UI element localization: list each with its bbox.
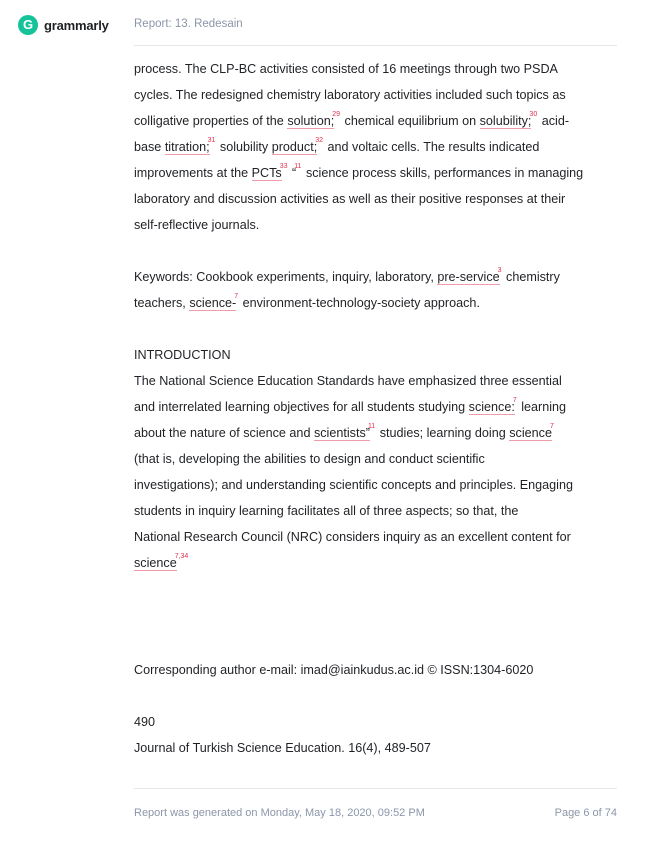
text-span: science process skills, performances in managing xyxy=(302,166,584,180)
text-span: learning xyxy=(517,400,567,414)
text-span: studies; learning doing xyxy=(376,426,510,440)
journal-page-number: 490 xyxy=(134,715,156,729)
text-span: chemistry xyxy=(502,270,560,284)
source-ref[interactable]: 30 xyxy=(529,110,538,118)
text-line: students in inquiry learning facilitates all of three aspects; so that, the xyxy=(134,504,519,518)
flagged-text[interactable]: science xyxy=(134,556,177,570)
text-span: solubility xyxy=(216,140,272,154)
logo-text: grammarly xyxy=(44,17,109,33)
text-line: The National Science Education Standards have emphasized three essential xyxy=(134,374,562,388)
report-title: Report: 13. Redesain xyxy=(134,18,243,30)
grammarly-g-icon: G xyxy=(18,15,38,35)
text-line xyxy=(134,160,624,186)
text-span: environment-technology-society approach. xyxy=(239,296,480,310)
source-ref[interactable]: 11 xyxy=(294,162,302,170)
source-ref[interactable]: 32 xyxy=(315,136,324,144)
journal-citation: Journal of Turkish Science Education. 16(4), 489-507 xyxy=(134,741,431,755)
source-ref[interactable]: 7 xyxy=(512,396,517,404)
text-line: laboratory and discussion activities as well as their positive responses at their xyxy=(134,192,566,206)
text-line xyxy=(134,108,624,134)
flagged-text[interactable]: titration; xyxy=(164,140,210,154)
text-span: and voltaic cells. The results indicated xyxy=(324,140,540,154)
text-span: acid- xyxy=(538,114,570,128)
source-ref[interactable]: 7,34 xyxy=(174,552,189,560)
text-line: (that is, developing the abilities to design and conduct scientific xyxy=(134,452,485,466)
flagged-text[interactable]: science- xyxy=(189,296,237,310)
text-span: and interrelated learning objectives for all students studying xyxy=(134,400,469,414)
flagged-text[interactable]: solubility; xyxy=(479,114,532,128)
text-line xyxy=(134,550,624,576)
text-line: self-reflective journals. xyxy=(134,218,260,232)
flagged-text[interactable]: product; xyxy=(271,140,318,154)
text-line xyxy=(134,394,624,420)
text-span: Keywords: Cookbook experiments, inquiry, laboratory, xyxy=(134,270,438,284)
footer-divider xyxy=(134,788,617,789)
text-line: investigations); and understanding scientific concepts and principles. Engaging xyxy=(134,478,573,492)
flagged-text[interactable]: solution; xyxy=(287,114,335,128)
document-body xyxy=(134,56,624,576)
source-ref[interactable]: 31 xyxy=(207,136,216,144)
text-span: chemical equilibrium on xyxy=(341,114,480,128)
flagged-text[interactable]: science: xyxy=(468,400,515,414)
flagged-text[interactable]: science xyxy=(509,426,552,440)
text-span: “ xyxy=(288,166,297,180)
section-heading: INTRODUCTION xyxy=(134,348,231,362)
grammarly-logo xyxy=(18,15,109,35)
text-line xyxy=(134,134,624,160)
source-ref[interactable]: 7 xyxy=(549,422,554,430)
text-span: improvements at the xyxy=(134,166,252,180)
paragraph-gap xyxy=(134,683,624,709)
text-span: teachers, xyxy=(134,296,190,310)
text-line xyxy=(134,420,624,446)
source-ref[interactable]: 29 xyxy=(332,110,341,118)
report-header xyxy=(0,0,650,46)
keywords-line xyxy=(134,290,624,316)
keywords-line xyxy=(134,264,624,290)
flagged-text[interactable]: PCTs xyxy=(251,166,282,180)
author-email: Corresponding author e-mail: imad@iainkudus.ac.id © ISSN:1304-6020 xyxy=(134,663,534,677)
report-page-indicator: Page 6 of 74 xyxy=(554,807,617,819)
flagged-text[interactable]: scientists” xyxy=(313,426,370,440)
source-ref[interactable]: 11 xyxy=(367,422,376,430)
text-span: about the nature of science and xyxy=(134,426,314,440)
report-generated-date: Report was generated on Monday, May 18, 2020, 09:52 PM xyxy=(134,807,425,819)
page-footer-text xyxy=(134,657,624,761)
paragraph-gap xyxy=(134,316,624,342)
text-line: cycles. The redesigned chemistry laboratory activities included such topics as xyxy=(134,88,566,102)
flagged-text[interactable]: pre-service xyxy=(437,270,500,284)
text-line: National Research Council (NRC) considers inquiry as an excellent content for xyxy=(134,530,571,544)
text-line: process. The CLP-BC activities consisted of 16 meetings through two PSDA xyxy=(134,62,558,76)
header-divider xyxy=(134,45,617,46)
text-span: colligative properties of the xyxy=(134,114,288,128)
source-ref[interactable]: 3 xyxy=(497,266,502,274)
source-ref[interactable]: 33 xyxy=(279,162,288,170)
paragraph-gap xyxy=(134,238,624,264)
source-ref[interactable]: 7 xyxy=(234,292,239,300)
text-span: base xyxy=(134,140,165,154)
